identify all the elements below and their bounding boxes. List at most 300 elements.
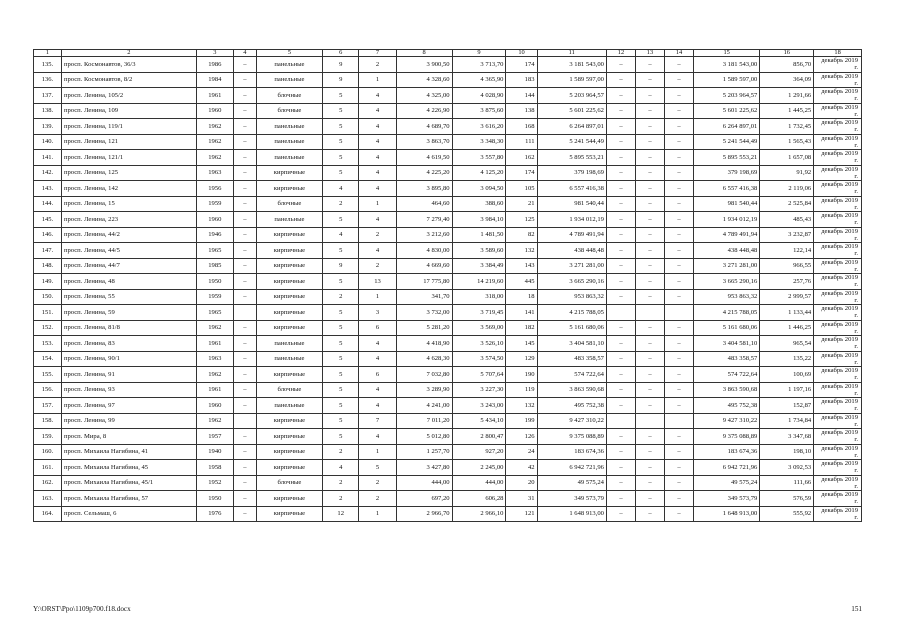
cost-total-cell: 5 895 553,21 [537,150,606,166]
page-number: 151 [851,605,862,613]
wall-material-cell: блочные [256,382,322,398]
entrances-cell: 4 [359,336,396,352]
total-area-cell: 4 669,60 [396,258,452,274]
cost-owners-cell: 483 358,57 [694,351,760,367]
row-number-cell: 152. [34,320,62,336]
year-built-cell: 1960 [196,103,233,119]
cost-local-cell: – [665,429,694,445]
cost-per-sqm-cell: 91,92 [760,165,814,181]
year-reconstructed-cell: – [233,119,256,135]
wall-material-cell: кирпичные [256,413,322,429]
residents-cell: 190 [506,367,537,383]
cost-local-cell: – [665,444,694,460]
cost-total-cell: 3 181 543,00 [537,57,606,73]
wall-material-cell: кирпичные [256,181,322,197]
header-cell: 8 [396,50,452,57]
cost-owners-cell: 3 271 281,00 [694,258,760,274]
year-reconstructed-cell: – [233,382,256,398]
year-reconstructed-cell: – [233,243,256,259]
table-row [34,429,862,445]
header-cell: 12 [606,50,635,57]
wall-material-cell: блочные [256,103,322,119]
cost-per-sqm-cell: 3 347,68 [760,429,814,445]
header-cell: 7 [359,50,396,57]
total-area-cell: 7 011,20 [396,413,452,429]
cost-local-cell: – [665,243,694,259]
year-built-cell: 1961 [196,382,233,398]
completion-date-cell: декабрь 2019 г. [814,88,862,104]
wall-material-cell: кирпичные [256,460,322,476]
cost-total-cell: 349 573,79 [537,491,606,507]
cost-local-cell: – [665,274,694,290]
cost-regional-cell [635,305,664,321]
floors-cell: 9 [323,72,359,88]
total-area-cell: 5 012,80 [396,429,452,445]
wall-material-cell: панельные [256,150,322,166]
cost-per-sqm-cell: 576,59 [760,491,814,507]
completion-date-cell: декабрь 2019 г. [814,243,862,259]
floors-cell: 5 [323,212,359,228]
cost-total-cell: 495 752,38 [537,398,606,414]
table-row [34,258,862,274]
residents-cell: 183 [506,72,537,88]
table-row [34,274,862,290]
floors-cell: 9 [323,258,359,274]
total-area-cell: 464,60 [396,196,452,212]
living-area-cell: 3 094,50 [452,181,506,197]
year-built-cell: 1959 [196,289,233,305]
entrances-cell: 4 [359,134,396,150]
row-number-cell: 164. [34,506,62,522]
cost-local-cell: – [665,351,694,367]
year-built-cell: 1984 [196,72,233,88]
table-row [34,413,862,429]
wall-material-cell: панельные [256,336,322,352]
cost-regional-cell: – [635,398,664,414]
residents-cell: 129 [506,351,537,367]
wall-material-cell: блочные [256,88,322,104]
cost-federal-cell: – [606,274,635,290]
living-area-cell: 3 526,10 [452,336,506,352]
cost-regional-cell: – [635,227,664,243]
table-row [34,351,862,367]
wall-material-cell: панельные [256,398,322,414]
cost-regional-cell [635,413,664,429]
floors-cell: 5 [323,243,359,259]
year-reconstructed-cell: – [233,367,256,383]
cost-owners-cell: 4 789 491,94 [694,227,760,243]
total-area-cell: 2 966,70 [396,506,452,522]
year-built-cell: 1976 [196,506,233,522]
table-row [34,119,862,135]
living-area-cell: 3 227,30 [452,382,506,398]
cost-federal-cell: – [606,460,635,476]
cost-regional-cell: – [635,119,664,135]
total-area-cell: 3 289,90 [396,382,452,398]
address-cell: просп. Ленина, 90/1 [61,351,196,367]
floors-cell: 2 [323,196,359,212]
header-cell: 9 [452,50,506,57]
cost-federal-cell: – [606,165,635,181]
wall-material-cell: кирпичные [256,243,322,259]
cost-per-sqm-cell: 3 092,53 [760,460,814,476]
address-cell: просп. Ленина, 44/5 [61,243,196,259]
header-cell: 3 [196,50,233,57]
entrances-cell: 6 [359,367,396,383]
cost-regional-cell: – [635,274,664,290]
row-number-cell: 139. [34,119,62,135]
cost-owners-cell: 349 573,79 [694,491,760,507]
residents-cell: 125 [506,212,537,228]
address-cell: просп. Ленина, 59 [61,305,196,321]
total-area-cell: 341,70 [396,289,452,305]
cost-federal-cell: – [606,243,635,259]
cost-federal-cell: – [606,119,635,135]
row-number-cell: 140. [34,134,62,150]
completion-date-cell: декабрь 2019 г. [814,134,862,150]
cost-local-cell: – [665,227,694,243]
cost-local-cell: – [665,398,694,414]
cost-owners-cell: 1 589 597,00 [694,72,760,88]
living-area-cell: 318,00 [452,289,506,305]
completion-date-cell: декабрь 2019 г. [814,181,862,197]
floors-cell: 2 [323,289,359,305]
cost-regional-cell: – [635,88,664,104]
row-number-cell: 158. [34,413,62,429]
total-area-cell: 697,20 [396,491,452,507]
cost-federal-cell: – [606,103,635,119]
year-reconstructed-cell: – [233,103,256,119]
cost-regional-cell: – [635,351,664,367]
cost-total-cell: 5 241 544,49 [537,134,606,150]
living-area-cell: 4 125,20 [452,165,506,181]
year-reconstructed-cell: – [233,258,256,274]
table-row [34,289,862,305]
year-built-cell: 1985 [196,258,233,274]
cost-federal-cell: – [606,491,635,507]
cost-per-sqm-cell: 1 445,25 [760,103,814,119]
cost-per-sqm-cell: 1 734,84 [760,413,814,429]
cost-federal-cell: – [606,57,635,73]
table-row [34,181,862,197]
living-area-cell: 3 616,20 [452,119,506,135]
table-row [34,506,862,522]
residents-cell: 445 [506,274,537,290]
header-cell: 6 [323,50,359,57]
address-cell: просп. Ленина, 91 [61,367,196,383]
table-row [34,367,862,383]
living-area-cell: 14 219,60 [452,274,506,290]
wall-material-cell: кирпичные [256,165,322,181]
header-cell: 13 [635,50,664,57]
cost-per-sqm-cell: 2 525,84 [760,196,814,212]
cost-regional-cell: – [635,72,664,88]
year-built-cell: 1962 [196,150,233,166]
living-area-cell: 3 384,49 [452,258,506,274]
year-reconstructed-cell [233,305,256,321]
floors-cell: 5 [323,150,359,166]
year-reconstructed-cell: – [233,57,256,73]
year-reconstructed-cell [233,413,256,429]
cost-local-cell: – [665,57,694,73]
cost-local-cell: – [665,491,694,507]
cost-per-sqm-cell: 555,92 [760,506,814,522]
table-row [34,134,862,150]
register-table [33,49,862,522]
wall-material-cell: кирпичные [256,491,322,507]
table-row [34,243,862,259]
year-reconstructed-cell: – [233,88,256,104]
table-row [34,491,862,507]
total-area-cell: 4 328,60 [396,72,452,88]
cost-regional-cell: – [635,103,664,119]
entrances-cell: 3 [359,305,396,321]
year-built-cell: 1956 [196,181,233,197]
completion-date-cell: декабрь 2019 г. [814,336,862,352]
completion-date-cell: декабрь 2019 г. [814,227,862,243]
cost-per-sqm-cell: 111,66 [760,475,814,491]
completion-date-cell: декабрь 2019 г. [814,119,862,135]
floors-cell: 5 [323,320,359,336]
floors-cell: 5 [323,274,359,290]
cost-total-cell: 438 448,48 [537,243,606,259]
row-number-cell: 150. [34,289,62,305]
entrances-cell: 2 [359,491,396,507]
cost-owners-cell: 1 934 012,19 [694,212,760,228]
total-area-cell: 4 830,00 [396,243,452,259]
cost-total-cell: 981 540,44 [537,196,606,212]
cost-per-sqm-cell: 856,70 [760,57,814,73]
row-number-cell: 153. [34,336,62,352]
cost-owners-cell: 49 575,24 [694,475,760,491]
address-cell: просп. Ленина, 93 [61,382,196,398]
cost-per-sqm-cell: 3 232,87 [760,227,814,243]
cost-local-cell: – [665,336,694,352]
year-built-cell: 1962 [196,119,233,135]
year-reconstructed-cell: – [233,351,256,367]
cost-regional-cell: – [635,320,664,336]
row-number-cell: 137. [34,88,62,104]
total-area-cell: 3 863,70 [396,134,452,150]
cost-federal-cell: – [606,444,635,460]
cost-regional-cell: – [635,243,664,259]
total-area-cell: 4 225,20 [396,165,452,181]
residents-cell: 174 [506,165,537,181]
row-number-cell: 148. [34,258,62,274]
entrances-cell: 4 [359,103,396,119]
cost-regional-cell: – [635,258,664,274]
header-cell: 4 [233,50,256,57]
total-area-cell: 4 619,50 [396,150,452,166]
year-built-cell: 1962 [196,367,233,383]
cost-federal-cell: – [606,134,635,150]
cost-federal-cell: – [606,429,635,445]
residents-cell: 21 [506,196,537,212]
year-built-cell: 1952 [196,475,233,491]
completion-date-cell: декабрь 2019 г. [814,72,862,88]
header-cell: 11 [537,50,606,57]
address-cell: просп. Ленина, 15 [61,196,196,212]
residents-cell: 119 [506,382,537,398]
entrances-cell: 1 [359,289,396,305]
residents-cell: 145 [506,336,537,352]
cost-total-cell: 4 215 788,05 [537,305,606,321]
year-reconstructed-cell: – [233,444,256,460]
wall-material-cell: кирпичные [256,429,322,445]
year-built-cell: 1961 [196,88,233,104]
cost-regional-cell: – [635,181,664,197]
year-built-cell: 1965 [196,305,233,321]
entrances-cell: 13 [359,274,396,290]
residents-cell: 174 [506,57,537,73]
cost-regional-cell: – [635,289,664,305]
cost-local-cell [665,413,694,429]
address-cell: просп. Ленина, 142 [61,181,196,197]
header-cell: 18 [814,50,862,57]
table-row [34,150,862,166]
entrances-cell: 1 [359,72,396,88]
entrances-cell: 2 [359,475,396,491]
row-number-cell: 145. [34,212,62,228]
wall-material-cell: панельные [256,72,322,88]
header-cell: 2 [61,50,196,57]
cost-total-cell: 9 375 088,89 [537,429,606,445]
cost-federal-cell: – [606,88,635,104]
completion-date-cell: декабрь 2019 г. [814,320,862,336]
entrances-cell: 4 [359,150,396,166]
row-number-cell: 156. [34,382,62,398]
year-reconstructed-cell: – [233,491,256,507]
total-area-cell: 7 279,40 [396,212,452,228]
cost-owners-cell: 3 665 290,16 [694,274,760,290]
residents-cell: 162 [506,150,537,166]
cost-federal-cell [606,413,635,429]
total-area-cell: 3 427,80 [396,460,452,476]
total-area-cell: 3 212,60 [396,227,452,243]
cost-owners-cell: 5 161 680,06 [694,320,760,336]
cost-federal-cell: – [606,212,635,228]
cost-local-cell: – [665,196,694,212]
table-row [34,72,862,88]
year-reconstructed-cell: – [233,429,256,445]
residents-cell: 31 [506,491,537,507]
cost-regional-cell: – [635,134,664,150]
entrances-cell: 4 [359,243,396,259]
living-area-cell: 2 245,00 [452,460,506,476]
address-cell: просп. Ленина, 121/1 [61,150,196,166]
floors-cell: 2 [323,444,359,460]
cost-total-cell: 379 198,69 [537,165,606,181]
residents-cell: 24 [506,444,537,460]
address-cell: просп. Ленина, 121 [61,134,196,150]
year-reconstructed-cell: – [233,72,256,88]
cost-owners-cell: 3 404 581,10 [694,336,760,352]
table-row [34,165,862,181]
completion-date-cell: декабрь 2019 г. [814,212,862,228]
cost-owners-cell: 6 264 897,01 [694,119,760,135]
table-row [34,212,862,228]
cost-total-cell: 5 601 225,62 [537,103,606,119]
living-area-cell: 3 713,70 [452,57,506,73]
row-number-cell: 135. [34,57,62,73]
address-cell: просп. Ленина, 48 [61,274,196,290]
cost-per-sqm-cell: 485,43 [760,212,814,228]
year-reconstructed-cell: – [233,289,256,305]
living-area-cell: 3 719,45 [452,305,506,321]
entrances-cell: 1 [359,196,396,212]
entrances-cell: 4 [359,429,396,445]
cost-federal-cell: – [606,351,635,367]
cost-local-cell [665,305,694,321]
cost-total-cell: 3 863 590,68 [537,382,606,398]
cost-total-cell: 9 427 310,22 [537,413,606,429]
cost-per-sqm-cell: 2 119,06 [760,181,814,197]
cost-local-cell: – [665,72,694,88]
total-area-cell: 17 775,80 [396,274,452,290]
cost-total-cell: 6 557 416,38 [537,181,606,197]
cost-local-cell: – [665,475,694,491]
header-cell: 16 [760,50,814,57]
table-row [34,382,862,398]
total-area-cell: 4 325,00 [396,88,452,104]
entrances-cell: 2 [359,227,396,243]
address-cell: просп. Ленина, 44/2 [61,227,196,243]
cost-local-cell: – [665,367,694,383]
floors-cell: 5 [323,165,359,181]
row-number-cell: 161. [34,460,62,476]
entrances-cell: 2 [359,258,396,274]
residents-cell: 42 [506,460,537,476]
total-area-cell: 4 628,30 [396,351,452,367]
cost-owners-cell: 9 427 310,22 [694,413,760,429]
cost-total-cell: 183 674,36 [537,444,606,460]
address-cell: просп. Ленина, 125 [61,165,196,181]
year-reconstructed-cell: – [233,134,256,150]
row-number-cell: 154. [34,351,62,367]
cost-federal-cell: – [606,196,635,212]
year-reconstructed-cell: – [233,196,256,212]
footer-file-path: Y:\ORST\Ppo\1109p700.f18.docx [33,605,131,613]
wall-material-cell: блочные [256,196,322,212]
residents-cell: 141 [506,305,537,321]
completion-date-cell: декабрь 2019 г. [814,491,862,507]
cost-local-cell: – [665,320,694,336]
cost-owners-cell: 953 863,32 [694,289,760,305]
cost-owners-cell: 5 203 964,57 [694,88,760,104]
table-row [34,196,862,212]
cost-regional-cell: – [635,57,664,73]
total-area-cell: 4 226,90 [396,103,452,119]
residents-cell: 138 [506,103,537,119]
cost-total-cell: 1 934 012,19 [537,212,606,228]
year-built-cell: 1958 [196,460,233,476]
cost-local-cell: – [665,88,694,104]
address-cell: просп. Ленина, 119/1 [61,119,196,135]
cost-owners-cell: 6 942 721,96 [694,460,760,476]
cost-owners-cell: 5 601 225,62 [694,103,760,119]
cost-per-sqm-cell: 966,55 [760,258,814,274]
year-reconstructed-cell: – [233,320,256,336]
residents-cell: 20 [506,475,537,491]
table-row [34,444,862,460]
year-built-cell: 1957 [196,429,233,445]
entrances-cell: 1 [359,506,396,522]
living-area-cell: 3 569,00 [452,320,506,336]
cost-total-cell: 483 358,57 [537,351,606,367]
year-reconstructed-cell: – [233,506,256,522]
cost-local-cell: – [665,165,694,181]
cost-per-sqm-cell: 1 133,44 [760,305,814,321]
